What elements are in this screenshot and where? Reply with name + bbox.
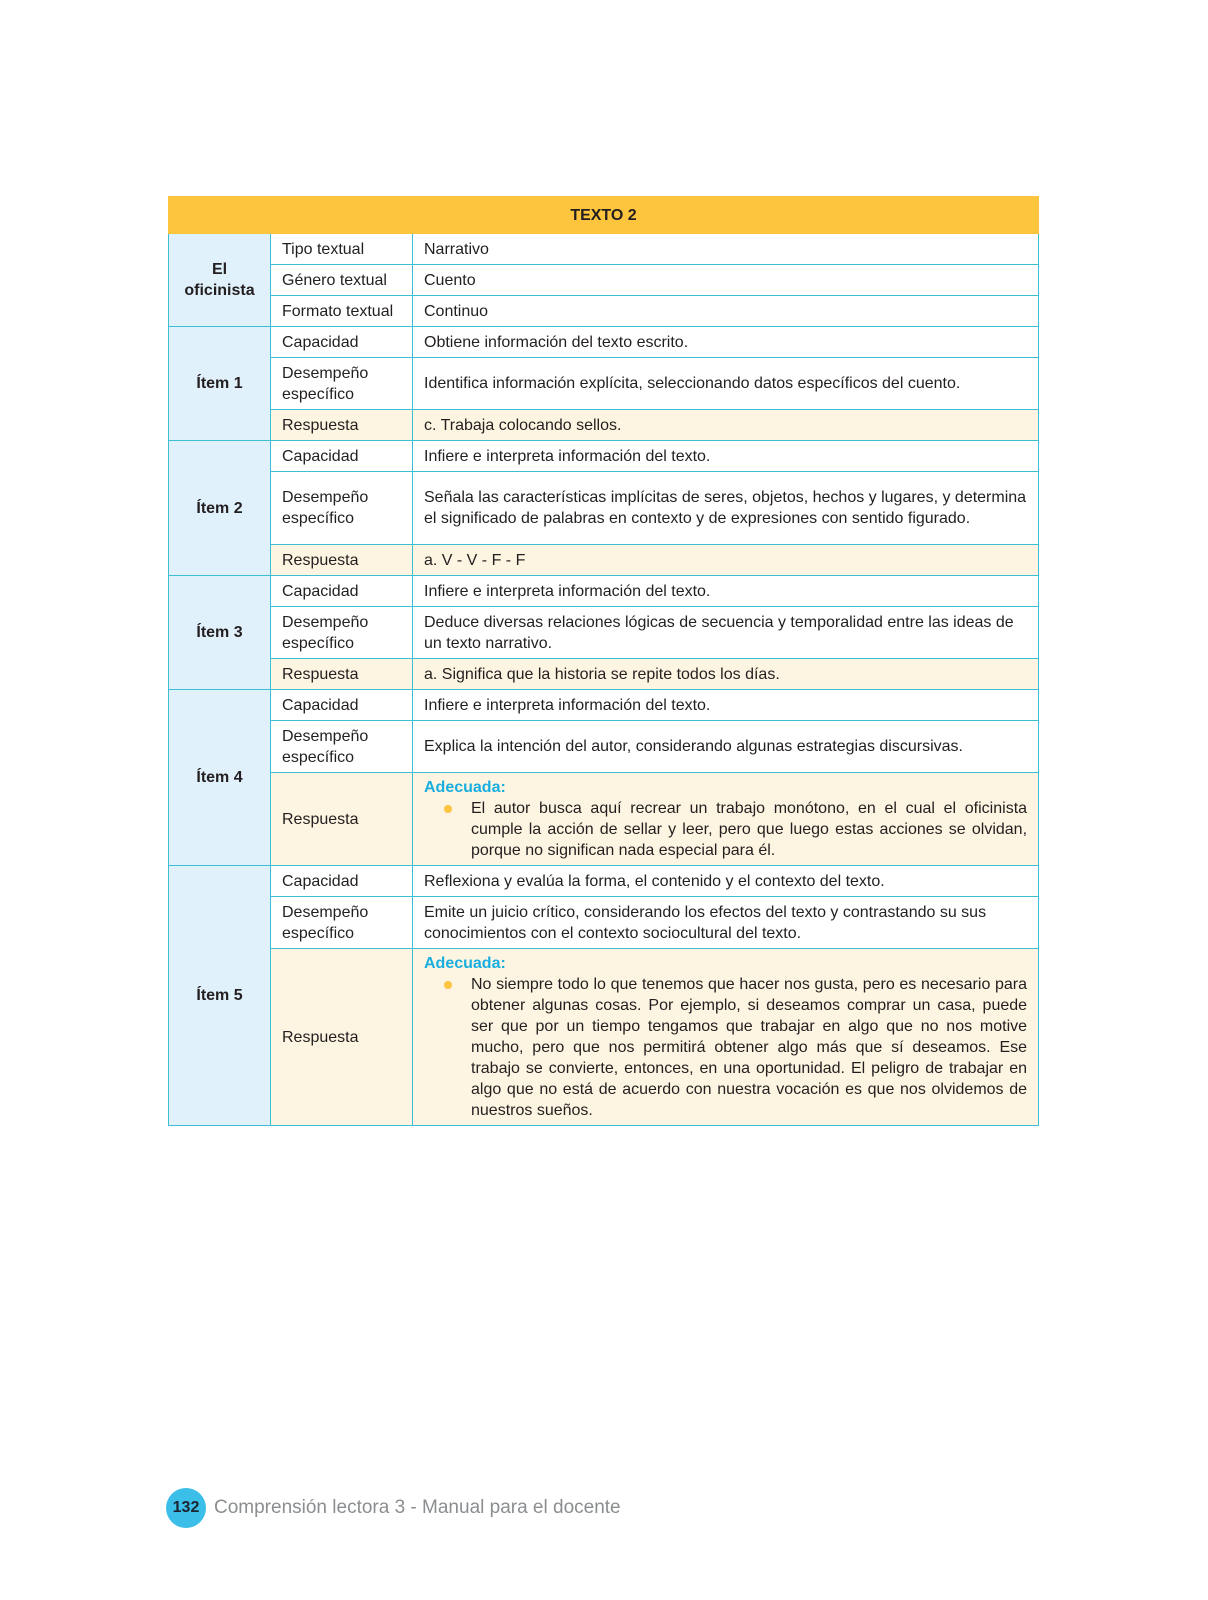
answer-heading: Adecuada:	[424, 779, 506, 796]
row-value: Infiere e interpreta información del texto.	[413, 576, 1039, 607]
page-footer	[166, 1488, 621, 1528]
row-label: Respuesta	[271, 949, 413, 1126]
row-value: a. Significa que la historia se repite todos los días.	[413, 659, 1039, 690]
row-label: Respuesta	[271, 659, 413, 690]
footer-title: Comprensión lectora 3 - Manual para el docente	[214, 1497, 621, 1518]
row-group-label: Ítem 1	[169, 327, 271, 441]
bullet-dot-icon	[444, 981, 452, 989]
table-row	[169, 949, 1039, 1126]
answer-heading: Adecuada:	[424, 955, 506, 972]
row-label: Capacidad	[271, 866, 413, 897]
row-group-label: Ítem 4	[169, 690, 271, 866]
table-header: TEXTO 2	[169, 197, 1039, 234]
row-label: Desempeño específico	[271, 472, 413, 545]
row-label: Respuesta	[271, 410, 413, 441]
row-label: Capacidad	[271, 327, 413, 358]
table-row	[169, 866, 1039, 897]
row-value: Deduce diversas relaciones lógicas de secuencia y temporalidad entre las ideas de un texto narrativo.	[413, 607, 1039, 659]
table-row	[169, 234, 1039, 265]
table-row	[169, 773, 1039, 866]
row-label: Desempeño específico	[271, 358, 413, 410]
table-row	[169, 441, 1039, 472]
row-group-label: Ítem 5	[169, 866, 271, 1126]
row-value: Explica la intención del autor, considerando algunas estrategias discursivas.	[413, 721, 1039, 773]
answer-text: El autor busca aquí recrear un trabajo monótono, en el cual el oficinista cumple la acción de sellar y leer, pero que luego estas acciones se olvidan, porque no significan nada especial para él.	[471, 800, 1028, 859]
row-label: Capacidad	[271, 576, 413, 607]
table-row	[169, 690, 1039, 721]
page-number: 132	[166, 1488, 206, 1528]
row-answer	[413, 773, 1039, 866]
row-value: Cuento	[413, 265, 1039, 296]
row-value: Reflexiona y evalúa la forma, el contenido y el contexto del texto.	[413, 866, 1039, 897]
row-label: Desempeño específico	[271, 721, 413, 773]
row-group-label: Ítem 2	[169, 441, 271, 576]
row-group-label: El oficinista	[169, 234, 271, 327]
row-label: Respuesta	[271, 545, 413, 576]
row-value: Narrativo	[413, 234, 1039, 265]
table-row	[169, 659, 1039, 690]
table-row	[169, 897, 1039, 949]
answer-bullet	[424, 974, 1027, 1121]
row-value: Identifica información explícita, seleccionando datos específicos del cuento.	[413, 358, 1039, 410]
row-label: Género textual	[271, 265, 413, 296]
answer-bullet	[424, 798, 1027, 861]
row-label: Desempeño específico	[271, 897, 413, 949]
row-label: Tipo textual	[271, 234, 413, 265]
row-label: Capacidad	[271, 690, 413, 721]
table-row	[169, 358, 1039, 410]
row-value: Señala las características implícitas de seres, objetos, hechos y lugares, y determina el significado de palabras en contexto y de expresiones con sentido figurado.	[413, 472, 1039, 545]
bullet-dot-icon	[444, 805, 452, 813]
row-label: Formato textual	[271, 296, 413, 327]
row-label: Respuesta	[271, 773, 413, 866]
row-group-label: Ítem 3	[169, 576, 271, 690]
table-row	[169, 410, 1039, 441]
table-row	[169, 472, 1039, 545]
table-row	[169, 296, 1039, 327]
row-value: Obtiene información del texto escrito.	[413, 327, 1039, 358]
row-answer	[413, 949, 1039, 1126]
rubric-table	[168, 196, 1039, 1126]
row-label: Capacidad	[271, 441, 413, 472]
table-row	[169, 576, 1039, 607]
row-label: Desempeño específico	[271, 607, 413, 659]
row-value: Continuo	[413, 296, 1039, 327]
row-value: a. V - V - F - F	[413, 545, 1039, 576]
answer-text: No siempre todo lo que tenemos que hacer nos gusta, pero es necesario para obtener algunas cosas. Por ejemplo, si deseamos comprar un casa, puede ser que por un tiempo tengamos que trabajar en algo que no nos motive mucho, pero que nos permitirá obtener algo más que sí deseamos. Ese trabajo se convierte, entonces, en una oportunidad. El peligro de trabajar en algo que no está de acuerdo con nuestra vocación es que nos olvidemos de nuestros sueños.	[471, 976, 1028, 1119]
table-row	[169, 721, 1039, 773]
row-value: Infiere e interpreta información del texto.	[413, 441, 1039, 472]
row-value: c. Trabaja colocando sellos.	[413, 410, 1039, 441]
table-row	[169, 327, 1039, 358]
table-row	[169, 265, 1039, 296]
table-row	[169, 545, 1039, 576]
row-value: Infiere e interpreta información del texto.	[413, 690, 1039, 721]
row-value: Emite un juicio crítico, considerando los efectos del texto y contrastando su sus conocimientos con el contexto sociocultural del texto.	[413, 897, 1039, 949]
table-row	[169, 607, 1039, 659]
